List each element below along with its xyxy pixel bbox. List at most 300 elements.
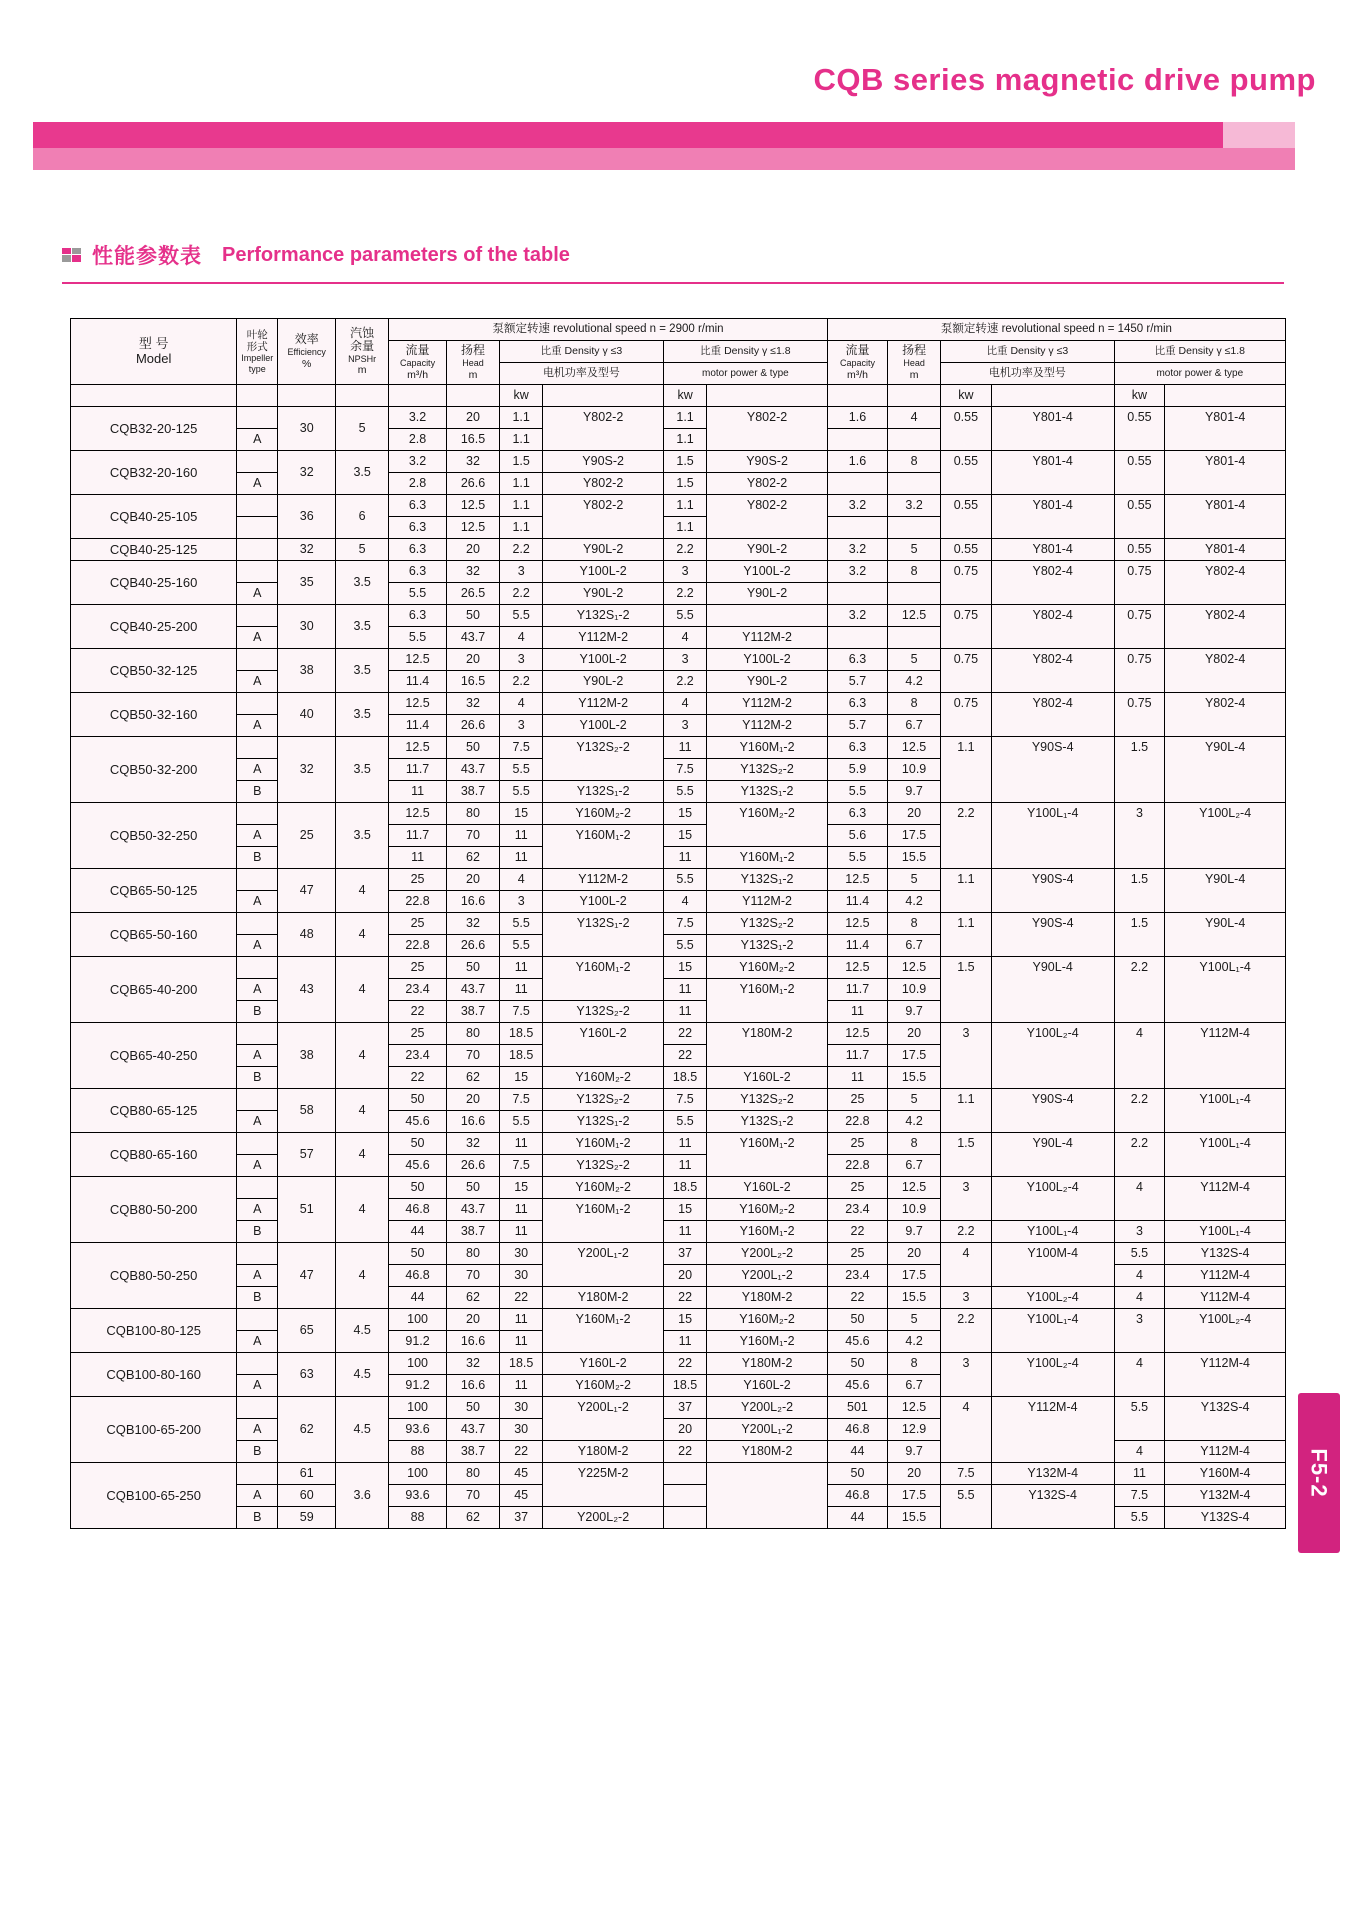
cell-motor-2900-d3: Y160M₁-2 [543,957,664,979]
cell-motor-1450-d3: Y100L₁-4 [991,803,1114,825]
cell-motor-1450-d3 [991,1067,1114,1089]
cell-capacity-1450: 5.7 [827,671,887,693]
cell-motor-1450-d3 [991,1001,1114,1023]
cell-kw-1450-d18: 1.5 [1114,869,1165,891]
cell-head-2900: 32 [446,561,499,583]
cell-kw-1450-d3 [941,891,992,913]
cell-motor-1450-d3: Y801-4 [991,495,1114,517]
cell-kw-1450-d18: 3 [1114,803,1165,825]
cell-head-1450: 6.7 [888,715,941,737]
cell-efficiency: 63 [278,1353,336,1397]
cell-kw-2900-d18: 15 [663,1199,706,1221]
cell-capacity-1450 [827,473,887,495]
cell-kw-1450-d18: 0.55 [1114,451,1165,473]
cell-motor-1450-d18 [1165,847,1286,869]
cell-motor-1450-d18: Y802-4 [1165,605,1286,627]
cell-capacity-1450: 6.3 [827,693,887,715]
cell-motor-2900-d3 [543,429,664,451]
cell-head-1450 [888,473,941,495]
cell-motor-1450-d18: Y112M-4 [1165,1023,1286,1045]
cell-capacity-2900: 50 [389,1243,447,1265]
cell-motor-2900-d18: Y200L₂-2 [707,1397,828,1419]
cell-kw-2900-d18: 11 [663,847,706,869]
table-row [71,473,1286,495]
cell-kw-1450-d18 [1114,1375,1165,1397]
cell-kw-1450-d3 [941,1001,992,1023]
cell-kw-1450-d3: 4 [941,1397,992,1419]
cell-motor-1450-d18 [1165,825,1286,847]
cell-kw-1450-d18: 1.5 [1114,737,1165,759]
cell-kw-2900-d3: 18.5 [500,1023,543,1045]
cell-motor-2900-d18: Y90S-2 [707,451,828,473]
cell-kw-2900-d18: 7.5 [663,759,706,781]
cell-kw-2900-d3: 2.2 [500,539,543,561]
cell-model: CQB32-20-160 [71,451,237,495]
cell-motor-1450-d18 [1165,1045,1286,1067]
cell-motor-2900-d3 [543,1265,664,1287]
table-row [71,1397,1286,1419]
cell-motor-2900-d3 [543,1045,664,1067]
cell-kw-1450-d18 [1114,1331,1165,1353]
cell-kw-2900-d18: 20 [663,1419,706,1441]
cell-kw-1450-d3: 1.1 [941,737,992,759]
page-tab-label: F5-2 [1307,1448,1332,1498]
cell-kw-1450-d3 [941,429,992,451]
page-tab [1298,1393,1340,1553]
cell-model: CQB40-25-125 [71,539,237,561]
cell-head-2900: 50 [446,737,499,759]
cell-npshr: 3.5 [336,605,389,649]
cell-motor-2900-d18 [707,517,828,539]
cell-efficiency: 32 [278,737,336,803]
cell-motor-1450-d3 [991,781,1114,803]
cell-kw-2900-d18: 22 [663,1045,706,1067]
th-impeller: 叶轮 形式 Impeller type [237,319,278,385]
table-row [71,1287,1286,1309]
cell-head-1450: 5 [888,1309,941,1331]
cell-impeller-type [237,1133,278,1155]
cell-capacity-1450: 1.6 [827,407,887,429]
cell-impeller-type: B [237,1441,278,1463]
cell-kw-2900-d3: 3 [500,891,543,913]
cell-motor-2900-d18: Y132S₁-2 [707,1111,828,1133]
cell-capacity-1450: 6.3 [827,649,887,671]
cell-capacity-1450: 23.4 [827,1199,887,1221]
cell-motor-2900-d3: Y200L₁-2 [543,1397,664,1419]
th-blank-motor-1450-a [991,385,1114,407]
cell-kw-1450-d3 [941,1265,992,1287]
cell-motor-1450-d3: Y90S-4 [991,869,1114,891]
cell-head-1450: 3.2 [888,495,941,517]
table-row [71,1441,1286,1463]
cell-kw-1450-d3 [941,1331,992,1353]
cell-capacity-1450: 22.8 [827,1111,887,1133]
cell-motor-1450-d3: Y802-4 [991,605,1114,627]
band-pink [33,148,1295,170]
cell-motor-1450-d3: Y100L₂-4 [991,1023,1114,1045]
cell-model: CQB100-80-160 [71,1353,237,1397]
cell-capacity-1450: 5.6 [827,825,887,847]
cell-kw-1450-d3 [941,1441,992,1463]
cell-motor-1450-d3: Y90S-4 [991,1089,1114,1111]
cell-motor-1450-d18 [1165,891,1286,913]
cell-capacity-2900: 22 [389,1067,447,1089]
cell-head-2900: 16.6 [446,1331,499,1353]
th-motor-1450-a: 电机功率及型号 [941,363,1115,385]
cell-npshr: 3.5 [336,561,389,605]
cell-kw-2900-d3: 7.5 [500,737,543,759]
cell-head-1450 [888,627,941,649]
cell-head-2900: 50 [446,605,499,627]
cell-kw-1450-d18 [1114,473,1165,495]
cell-kw-2900-d3: 1.1 [500,473,543,495]
cell-head-1450: 17.5 [888,1045,941,1067]
cell-head-1450: 20 [888,1243,941,1265]
cell-impeller-type [237,1089,278,1111]
table-row [71,1463,1286,1485]
cell-impeller-type: A [237,979,278,1001]
cell-kw-1450-d18: 5.5 [1114,1507,1165,1529]
cell-head-2900: 38.7 [446,1001,499,1023]
cell-head-2900: 20 [446,407,499,429]
cell-kw-1450-d18: 4 [1114,1287,1165,1309]
cell-motor-1450-d3 [991,1265,1114,1287]
cell-motor-2900-d3: Y160M₁-2 [543,825,664,847]
cell-kw-1450-d3 [941,935,992,957]
table-row [71,1045,1286,1067]
cell-capacity-1450: 45.6 [827,1375,887,1397]
cell-impeller-type: A [237,1485,278,1507]
cell-impeller-type: B [237,1507,278,1529]
cell-motor-1450-d18: Y112M-4 [1165,1287,1286,1309]
cell-kw-2900-d18: 5.5 [663,781,706,803]
cell-motor-2900-d3: Y160M₂-2 [543,1375,664,1397]
cell-motor-1450-d3: Y802-4 [991,649,1114,671]
cell-motor-2900-d18 [707,429,828,451]
cell-head-2900: 70 [446,825,499,847]
cell-kw-1450-d3: 0.75 [941,649,992,671]
cell-capacity-2900: 11.4 [389,671,447,693]
cell-kw-1450-d3 [941,1045,992,1067]
cell-motor-1450-d3 [991,671,1114,693]
cell-motor-1450-d3 [991,1199,1114,1221]
cell-capacity-1450: 11.4 [827,935,887,957]
cell-motor-2900-d3: Y180M-2 [543,1287,664,1309]
cell-head-2900: 32 [446,1133,499,1155]
cell-head-2900: 70 [446,1045,499,1067]
cell-model: CQB32-20-125 [71,407,237,451]
cell-motor-1450-d18: Y801-4 [1165,495,1286,517]
cell-model: CQB65-40-200 [71,957,237,1023]
cell-motor-1450-d18 [1165,781,1286,803]
cell-kw-2900-d3: 5.5 [500,759,543,781]
cell-capacity-2900: 44 [389,1287,447,1309]
cell-kw-1450-d3: 5.5 [941,1485,992,1507]
cell-motor-2900-d18 [707,1463,828,1485]
cell-motor-1450-d18: Y801-4 [1165,539,1286,561]
cell-kw-2900-d3: 3 [500,561,543,583]
cell-motor-2900-d18: Y180M-2 [707,1023,828,1045]
cell-kw-2900-d18: 11 [663,1155,706,1177]
cell-motor-1450-d18 [1165,1001,1286,1023]
cell-kw-2900-d3: 37 [500,1507,543,1529]
th-blank-imp [237,385,278,407]
cell-capacity-2900: 100 [389,1463,447,1485]
cell-motor-2900-d18: Y160L-2 [707,1177,828,1199]
cell-capacity-1450: 44 [827,1441,887,1463]
cell-capacity-1450 [827,429,887,451]
cell-head-2900: 43.7 [446,1199,499,1221]
cell-impeller-type: B [237,1221,278,1243]
cell-kw-2900-d18: 37 [663,1243,706,1265]
table-row [71,1265,1286,1287]
cell-head-2900: 16.5 [446,671,499,693]
cell-kw-1450-d3: 3 [941,1353,992,1375]
cell-npshr: 4.5 [336,1397,389,1463]
cell-capacity-1450: 11 [827,1067,887,1089]
cell-motor-2900-d18: Y112M-2 [707,627,828,649]
th-capacity-2900: 流量 Capacity m³/h [389,341,447,385]
cell-capacity-2900: 11 [389,847,447,869]
cell-motor-2900-d18 [707,825,828,847]
cell-kw-2900-d3: 4 [500,627,543,649]
cell-motor-2900-d18: Y132S₂-2 [707,1089,828,1111]
th-unit-head-1450 [888,385,941,407]
cell-motor-2900-d3: Y132S₁-2 [543,913,664,935]
cell-capacity-1450: 5.5 [827,781,887,803]
cell-kw-2900-d3: 22 [500,1441,543,1463]
cell-capacity-1450: 46.8 [827,1485,887,1507]
cell-head-1450: 9.7 [888,1001,941,1023]
cell-kw-2900-d18: 7.5 [663,1089,706,1111]
cell-motor-1450-d3: Y100L₁-4 [991,1309,1114,1331]
cell-impeller-type: A [237,671,278,693]
cell-capacity-1450: 44 [827,1507,887,1529]
cell-kw-1450-d18: 4 [1114,1177,1165,1199]
cell-capacity-1450: 12.5 [827,957,887,979]
cell-motor-2900-d3 [543,847,664,869]
cell-motor-2900-d18: Y132S₁-2 [707,781,828,803]
cell-capacity-1450: 25 [827,1133,887,1155]
cell-capacity-1450: 12.5 [827,913,887,935]
table-subheader-units [71,385,1286,407]
cell-head-2900: 70 [446,1265,499,1287]
cell-motor-2900-d18: Y160M₂-2 [707,1309,828,1331]
cell-kw-1450-d18: 5.5 [1114,1243,1165,1265]
cell-head-1450: 4.2 [888,1111,941,1133]
cell-motor-1450-d18: Y801-4 [1165,451,1286,473]
table-row [71,1001,1286,1023]
cell-head-1450: 5 [888,1089,941,1111]
cell-kw-2900-d18: 11 [663,737,706,759]
cell-kw-2900-d18: 1.1 [663,429,706,451]
cell-impeller-type [237,803,278,825]
cell-motor-2900-d3: Y100L-2 [543,649,664,671]
cell-kw-2900-d3: 30 [500,1243,543,1265]
cell-model: CQB50-32-200 [71,737,237,803]
cell-head-1450: 15.5 [888,1287,941,1309]
cell-motor-1450-d18: Y100L₁-4 [1165,1221,1286,1243]
cell-motor-1450-d3: Y90S-4 [991,913,1114,935]
cell-impeller-type: A [237,627,278,649]
cell-kw-1450-d3: 1.5 [941,1133,992,1155]
cell-impeller-type [237,1177,278,1199]
cell-kw-2900-d18: 5.5 [663,935,706,957]
cell-efficiency: 47 [278,869,336,913]
cell-head-1450 [888,429,941,451]
cell-head-1450: 5 [888,649,941,671]
cell-motor-2900-d3: Y160M₂-2 [543,1067,664,1089]
cell-kw-1450-d3 [941,627,992,649]
th-unit-flow-2900 [389,385,447,407]
cell-capacity-2900: 23.4 [389,1045,447,1067]
cell-motor-2900-d3 [543,935,664,957]
table-head [71,319,1286,407]
cell-capacity-1450: 3.2 [827,539,887,561]
cell-kw-1450-d18: 4 [1114,1441,1165,1463]
cell-kw-1450-d3: 7.5 [941,1463,992,1485]
band-magenta [33,122,1223,150]
cell-kw-1450-d3 [941,1111,992,1133]
cell-head-1450: 10.9 [888,1199,941,1221]
cell-kw-2900-d3: 7.5 [500,1089,543,1111]
cell-kw-2900-d3: 30 [500,1419,543,1441]
cell-motor-2900-d3: Y90L-2 [543,539,664,561]
cell-model: CQB40-25-160 [71,561,237,605]
cell-head-2900: 62 [446,847,499,869]
cell-motor-1450-d18: Y90L-4 [1165,737,1286,759]
cell-capacity-2900: 25 [389,913,447,935]
cell-capacity-1450: 22.8 [827,1155,887,1177]
cell-motor-2900-d18: Y90L-2 [707,583,828,605]
cell-motor-2900-d3: Y100L-2 [543,561,664,583]
cell-npshr: 4 [336,1177,389,1243]
th-head-1450: 扬程 Head m [888,341,941,385]
cell-model: CQB50-32-125 [71,649,237,693]
cell-capacity-2900: 2.8 [389,429,447,451]
cell-impeller-type: A [237,1045,278,1067]
cell-kw-2900-d18: 15 [663,825,706,847]
th-blank-eff [278,385,336,407]
cell-head-1450: 6.7 [888,1375,941,1397]
cell-kw-2900-d18: 11 [663,1331,706,1353]
table-row [71,1353,1286,1375]
th-capacity-1450: 流量 Capacity m³/h [827,341,887,385]
cell-motor-1450-d18 [1165,429,1286,451]
cell-kw-1450-d3 [941,979,992,1001]
cell-kw-2900-d18: 2.2 [663,539,706,561]
cell-motor-2900-d3 [543,1485,664,1507]
cell-kw-2900-d18: 4 [663,627,706,649]
table-row [71,495,1286,517]
cell-kw-1450-d18 [1114,847,1165,869]
th-unit-flow-1450 [827,385,887,407]
th-density18-1450: 比重 Density γ ≤1.8 [1114,341,1285,363]
cell-kw-1450-d3: 0.55 [941,539,992,561]
cell-head-1450: 4.2 [888,1331,941,1353]
cell-capacity-2900: 5.5 [389,583,447,605]
table-row [71,1485,1286,1507]
cell-head-2900: 12.5 [446,517,499,539]
cell-motor-1450-d18: Y90L-4 [1165,913,1286,935]
cell-head-2900: 20 [446,649,499,671]
cell-head-1450: 15.5 [888,1507,941,1529]
cell-capacity-1450: 22 [827,1221,887,1243]
decorative-color-band [33,122,1295,170]
th-model [71,319,237,385]
cell-motor-1450-d3 [991,891,1114,913]
cell-capacity-2900: 11.7 [389,759,447,781]
cell-kw-1450-d3: 1.1 [941,869,992,891]
cell-capacity-2900: 45.6 [389,1111,447,1133]
cell-head-2900: 26.6 [446,715,499,737]
cell-kw-2900-d18: 2.2 [663,671,706,693]
cell-impeller-type: A [237,1111,278,1133]
cell-motor-1450-d3: Y100L₂-4 [991,1287,1114,1309]
cell-motor-2900-d18 [707,1155,828,1177]
th-speed-1450: 泵额定转速 revolutional speed n = 1450 r/min [827,319,1285,341]
cell-head-1450: 8 [888,451,941,473]
cell-capacity-2900: 93.6 [389,1419,447,1441]
cell-motor-1450-d3 [991,473,1114,495]
cell-motor-2900-d18: Y180M-2 [707,1441,828,1463]
table-row [71,847,1286,869]
cell-motor-1450-d3 [991,935,1114,957]
cell-npshr: 4 [336,957,389,1023]
cell-motor-1450-d18: Y132M-4 [1165,1485,1286,1507]
cell-efficiency: 51 [278,1177,336,1243]
cell-impeller-type [237,1397,278,1419]
cell-head-2900: 62 [446,1507,499,1529]
th-density3-1450: 比重 Density γ ≤3 [941,341,1115,363]
cell-capacity-2900: 5.5 [389,627,447,649]
cell-head-1450: 12.9 [888,1419,941,1441]
cell-model: CQB80-65-160 [71,1133,237,1177]
cell-head-1450: 20 [888,1023,941,1045]
cell-head-2900: 38.7 [446,1441,499,1463]
cell-head-1450: 20 [888,803,941,825]
cell-kw-2900-d18: 15 [663,803,706,825]
table-row [71,935,1286,957]
table-row [71,1067,1286,1089]
cell-npshr: 3.5 [336,737,389,803]
cell-motor-2900-d3: Y132S₁-2 [543,1111,664,1133]
cell-impeller-type: A [237,429,278,451]
cell-head-2900: 26.6 [446,935,499,957]
cell-kw-2900-d18: 4 [663,891,706,913]
cell-kw-2900-d18: 18.5 [663,1375,706,1397]
cell-kw-2900-d3: 30 [500,1397,543,1419]
cell-motor-1450-d18 [1165,671,1286,693]
cell-head-2900: 12.5 [446,495,499,517]
performance-table-wrapper [70,318,1286,1529]
cell-head-2900: 32 [446,451,499,473]
cell-kw-2900-d18: 22 [663,1287,706,1309]
cell-kw-1450-d18: 4 [1114,1023,1165,1045]
cell-motor-2900-d18: Y200L₁-2 [707,1419,828,1441]
cell-head-1450: 4.2 [888,891,941,913]
cell-impeller-type: A [237,583,278,605]
cell-motor-1450-d18 [1165,1111,1286,1133]
cell-kw-1450-d3 [941,759,992,781]
cell-impeller-type: B [237,781,278,803]
cell-kw-1450-d3: 1.1 [941,913,992,935]
cell-motor-2900-d3: Y160M₁-2 [543,1199,664,1221]
cell-capacity-1450: 501 [827,1397,887,1419]
cell-capacity-1450: 25 [827,1177,887,1199]
cell-kw-2900-d3: 11 [500,1375,543,1397]
cell-kw-1450-d18 [1114,979,1165,1001]
